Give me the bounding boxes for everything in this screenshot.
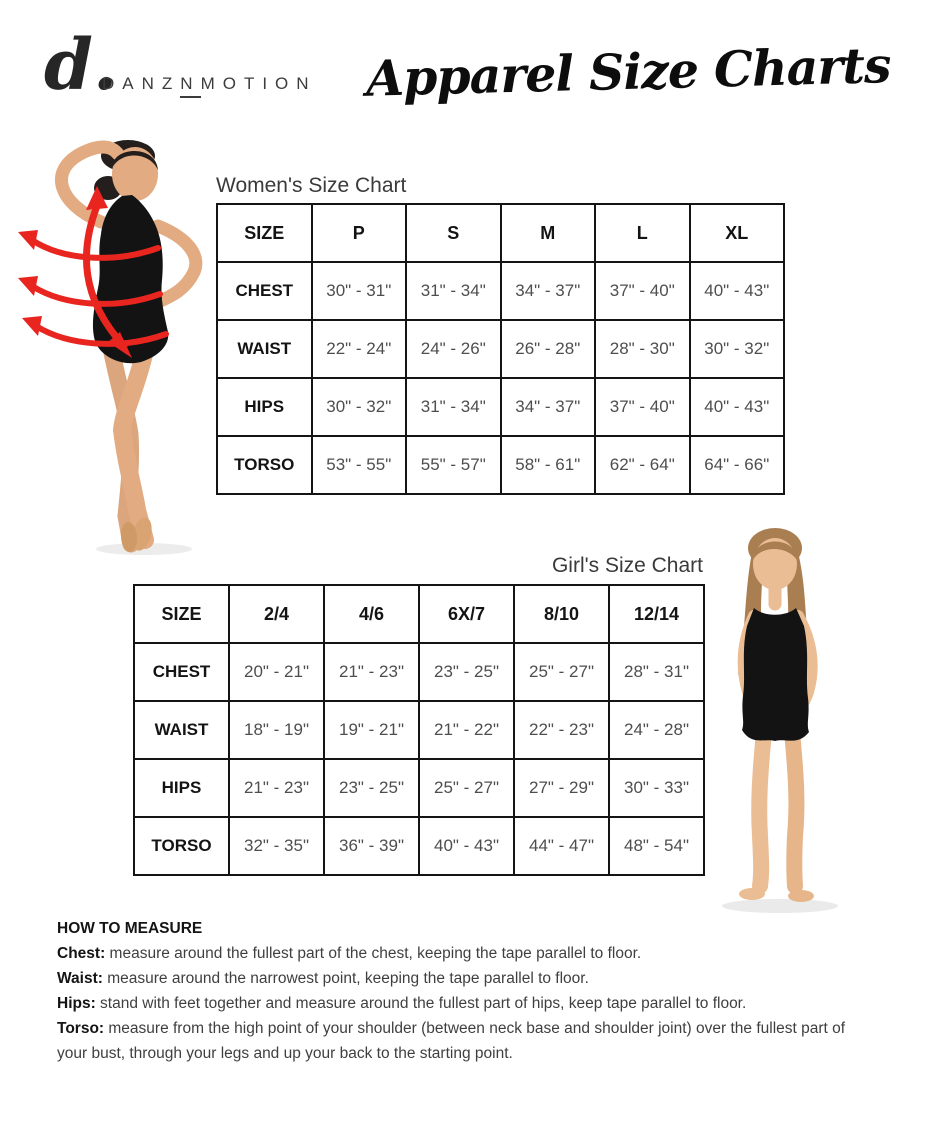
cell-value: 27" - 29" (514, 759, 609, 817)
column-header-2-4: 2/4 (229, 585, 324, 643)
instruction-text: measure around the narrowest point, keeping the tape parallel to floor. (102, 970, 589, 987)
cell-value: 37" - 40" (595, 378, 690, 436)
cell-value: 32" - 35" (229, 817, 324, 875)
cell-value: 23" - 25" (324, 759, 419, 817)
girls-chart-title: Girl's Size Chart (551, 554, 703, 577)
measure-instruction-waist (57, 966, 877, 991)
table-header-row (217, 204, 784, 262)
cell-value: 30" - 32" (690, 320, 785, 378)
column-header-l: L (595, 204, 690, 262)
measure-instruction-torso (57, 1016, 877, 1066)
floor-shadow (722, 899, 838, 913)
cell-value: 20" - 21" (229, 643, 324, 701)
womens-size-table (216, 203, 785, 495)
column-header-size: SIZE (217, 204, 312, 262)
row-label-chest: CHEST (217, 262, 312, 320)
column-header-size: SIZE (134, 585, 229, 643)
instruction-label: Torso: (57, 1020, 105, 1037)
cell-value: 22" - 23" (514, 701, 609, 759)
how-to-measure-heading: HOW TO MEASURE (57, 920, 203, 937)
row-label-waist: WAIST (217, 320, 312, 378)
cell-value: 55" - 57" (406, 436, 501, 494)
brand-part-n: N (180, 74, 200, 98)
cell-value: 26" - 28" (501, 320, 596, 378)
column-header-12-14: 12/14 (609, 585, 704, 643)
cell-value: 18" - 19" (229, 701, 324, 759)
column-header-p: P (312, 204, 407, 262)
cell-value: 21" - 23" (229, 759, 324, 817)
cell-value: 23" - 25" (419, 643, 514, 701)
page-title: Apparel Size Charts (365, 36, 892, 108)
measure-instruction-hips (57, 991, 877, 1016)
woman-figure-illustration (4, 138, 216, 558)
cell-value: 24" - 28" (609, 701, 704, 759)
cell-value: 40" - 43" (690, 262, 785, 320)
womens-chart-title: Women's Size Chart (216, 174, 407, 197)
column-header-8-10: 8/10 (514, 585, 609, 643)
brand-logo-icon: d. (44, 23, 118, 106)
table-row (134, 701, 704, 759)
table-row (217, 378, 784, 436)
column-header-m: M (501, 204, 596, 262)
instruction-text: stand with feet together and measure around the fullest part of hips, keep tape parallel to floor. (95, 995, 747, 1012)
cell-value: 44" - 47" (514, 817, 609, 875)
table-row (217, 262, 784, 320)
row-label-hips: HIPS (134, 759, 229, 817)
column-header-s: S (406, 204, 501, 262)
cell-value: 24" - 26" (406, 320, 501, 378)
cell-value: 34" - 37" (501, 378, 596, 436)
cell-value: 31" - 34" (406, 262, 501, 320)
girls-size-table (133, 584, 705, 876)
girl-figure-illustration (702, 524, 942, 924)
column-header-4-6: 4/6 (324, 585, 419, 643)
cell-value: 30" - 33" (609, 759, 704, 817)
brand-part-motion: MOTION (200, 74, 317, 93)
cell-value: 64" - 66" (690, 436, 785, 494)
cell-value: 21" - 23" (324, 643, 419, 701)
cell-value: 30" - 32" (312, 378, 407, 436)
column-header-xl: XL (690, 204, 785, 262)
cell-value: 40" - 43" (419, 817, 514, 875)
cell-value: 48" - 54" (609, 817, 704, 875)
cell-value: 28" - 31" (609, 643, 704, 701)
column-header-6x-7: 6X/7 (419, 585, 514, 643)
row-label-chest: CHEST (134, 643, 229, 701)
cell-value: 34" - 37" (501, 262, 596, 320)
brand-wordmark (102, 74, 317, 94)
row-label-waist: WAIST (134, 701, 229, 759)
instruction-text: measure around the fullest part of the chest, keeping the tape parallel to floor. (105, 945, 642, 962)
cell-value: 28" - 30" (595, 320, 690, 378)
cell-value: 19" - 21" (324, 701, 419, 759)
girl-photo (702, 524, 942, 924)
instruction-text: measure from the high point of your shoulder (between neck base and shoulder joint) over the fullest part of your bust, through your legs and up your back to the starting point. (57, 1020, 846, 1062)
woman-photo (4, 138, 216, 558)
cell-value: 37" - 40" (595, 262, 690, 320)
row-label-torso: TORSO (217, 436, 312, 494)
cell-value: 22" - 24" (312, 320, 407, 378)
cell-value: 53" - 55" (312, 436, 407, 494)
how-to-measure-section (57, 916, 877, 1066)
table-row (134, 817, 704, 875)
cell-value: 21" - 22" (419, 701, 514, 759)
instruction-label: Chest: (57, 945, 106, 962)
cell-value: 31" - 34" (406, 378, 501, 436)
cell-value: 25" - 27" (514, 643, 609, 701)
cell-value: 62" - 64" (595, 436, 690, 494)
cell-value: 36" - 39" (324, 817, 419, 875)
instruction-label: Waist: (57, 970, 103, 987)
brand-part-danz: DANZ (102, 74, 181, 93)
table-row (217, 436, 784, 494)
cell-value: 30" - 31" (312, 262, 407, 320)
row-label-torso: TORSO (134, 817, 229, 875)
instruction-label: Hips: (57, 995, 96, 1012)
row-label-hips: HIPS (217, 378, 312, 436)
table-row (134, 759, 704, 817)
cell-value: 40" - 43" (690, 378, 785, 436)
table-header-row (134, 585, 704, 643)
cell-value: 58" - 61" (501, 436, 596, 494)
table-row (134, 643, 704, 701)
cell-value: 25" - 27" (419, 759, 514, 817)
table-row (217, 320, 784, 378)
measure-instruction-chest (57, 941, 877, 966)
